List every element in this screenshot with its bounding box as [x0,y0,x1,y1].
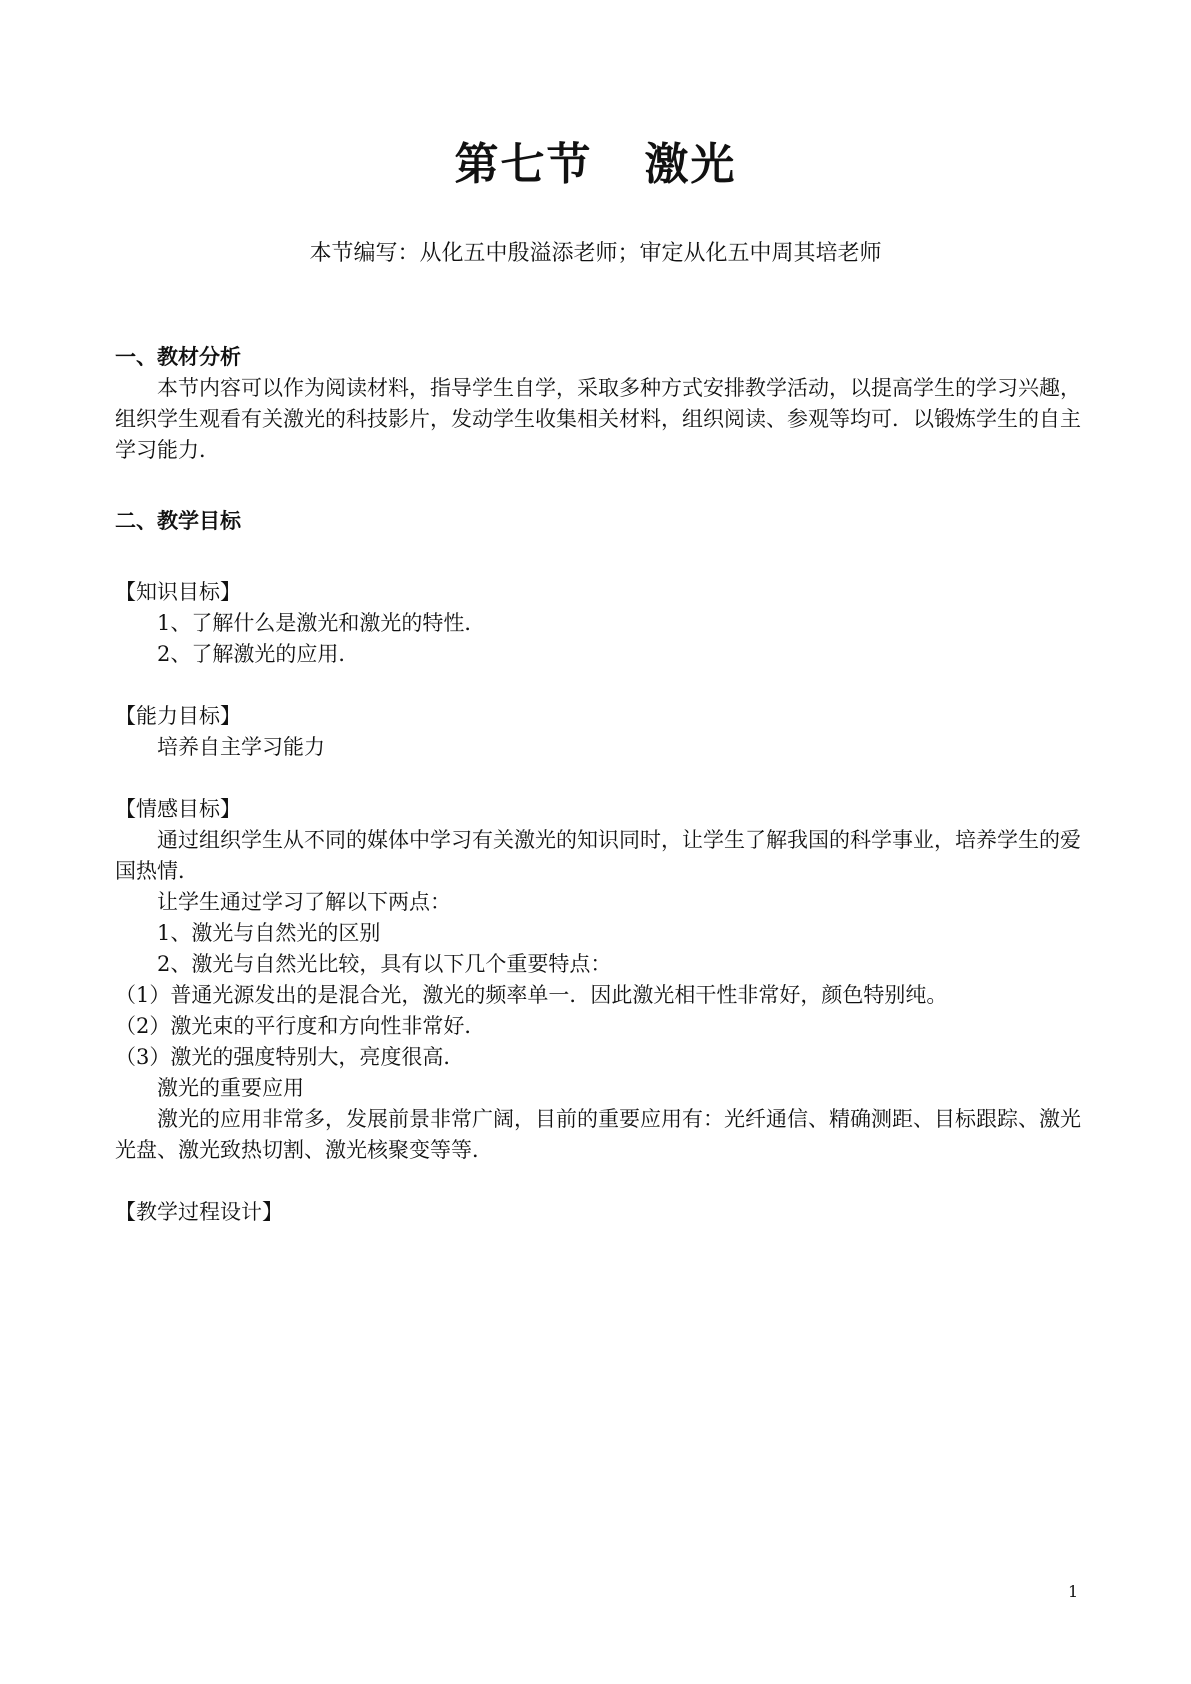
knowledge-goal-item: 2、了解激光的应用． [157,642,360,666]
emotion-goal-point: 1、激光与自然光的区别 [157,921,381,945]
emotion-goal-paragraph: 通过组织学生从不同的媒体中学习有关激光的知识同时，让学生了解我国的科学事业，培养学生的爱国热情． [115,828,1081,883]
application-paragraph: 激光的应用非常多，发展前景非常广阔，目前的重要应用有：光纤通信、精确测距、目标跟踪、激光光盘、激光致热切割、激光核聚变等等． [115,1107,1081,1162]
teaching-process-label: 【教学过程设计】 [115,1200,283,1224]
page-number: 1 [1068,1582,1079,1601]
laser-feature-item: （1）普通光源发出的是混合光，激光的频率单一．因此激光相干性非常好，颜色特别纯。 [115,983,948,1007]
emotion-goal-label: 【情感目标】 [115,797,241,821]
author-credit: 本节编写：从化五中殷溢添老师；审定从化五中周其培老师 [309,241,882,266]
document-body [115,342,1095,1228]
page-title: 第七节 激光 [454,139,737,190]
application-heading: 激光的重要应用 [157,1076,304,1100]
knowledge-goal-label: 【知识目标】 [115,580,241,604]
section-heading-textbook-analysis: 一、教材分析 [115,345,241,369]
textbook-analysis-paragraph: 本节内容可以作为阅读材料，指导学生自学，采取多种方式安排教学活动，以提高学生的学习兴趣，组织学生观看有关激光的科技影片，发动学生收集相关材料，组织阅读、参观等均可．以锻炼学生的自主学习能力． [115,376,1081,462]
ability-goal-label: 【能力目标】 [115,704,241,728]
section-heading-teaching-goals: 二、教学目标 [115,509,241,533]
laser-feature-item: （3）激光的强度特别大，亮度很高． [115,1045,465,1069]
ability-goal-text: 培养自主学习能力 [157,735,325,759]
laser-feature-item: （2）激光束的平行度和方向性非常好． [115,1014,486,1038]
emotion-goal-intro: 让学生通过学习了解以下两点： [157,890,451,914]
emotion-goal-point: 2、激光与自然光比较，具有以下几个重要特点： [157,952,612,976]
knowledge-goal-item: 1、了解什么是激光和激光的特性． [157,611,486,635]
